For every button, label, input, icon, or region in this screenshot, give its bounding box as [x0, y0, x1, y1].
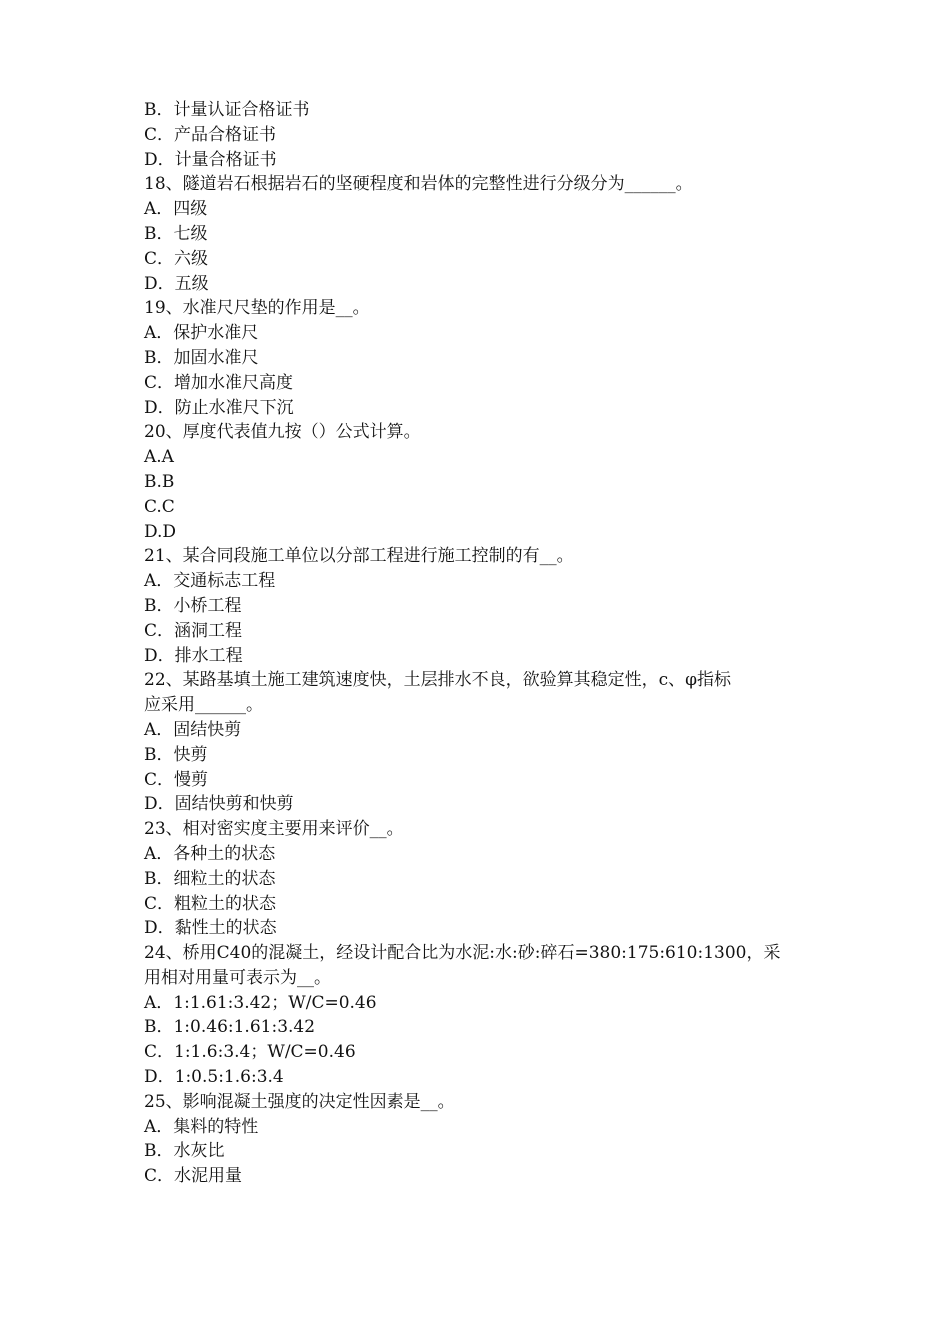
option-line: B.B — [144, 471, 175, 492]
option-line: B．1:0.46:1.61:3.42 — [144, 1017, 316, 1038]
option-line: B．细粒土的状态 — [144, 868, 276, 889]
option-line: B．水灰比 — [144, 1141, 225, 1162]
option-line: D．黏性土的状态 — [144, 918, 277, 939]
option-line: B．小桥工程 — [144, 595, 242, 616]
option-line: C．1:1.6:3.4；W/C=0.46 — [144, 1042, 356, 1063]
option-line: B．计量认证合格证书 — [144, 100, 310, 120]
option-line: A．固结快剪 — [144, 719, 242, 740]
option-line: C．慢剪 — [144, 769, 209, 790]
option-line: C．产品合格证书 — [144, 124, 277, 145]
option-line: A．集料的特性 — [144, 1116, 259, 1137]
question-line: 23、相对密实度主要用来评价__。 — [144, 819, 404, 840]
option-line: D．防止水准尺下沉 — [144, 397, 294, 418]
document-body — [144, 98, 814, 1189]
option-line: D．排水工程 — [144, 645, 243, 666]
option-line: A．四级 — [144, 199, 208, 220]
option-line: D．五级 — [144, 273, 209, 294]
option-line: C．涵洞工程 — [144, 620, 243, 641]
question-line: 24、桥用C40的混凝土，经设计配合比为水泥:水:砂:碎石=380:175:610:1300，采 — [144, 943, 781, 964]
option-line: D.D — [144, 521, 177, 542]
option-line: C．增加水准尺高度 — [144, 372, 294, 393]
question-line: 18、隧道岩石根据岩石的坚硬程度和岩体的完整性进行分级分为______。 — [144, 174, 693, 195]
option-line: A．交通标志工程 — [144, 571, 276, 592]
question-line-continued: 用相对用量可表示为__。 — [144, 967, 331, 988]
question-line-continued: 应采用______。 — [144, 695, 263, 716]
option-line: D．1:0.5:1.6:3.4 — [144, 1067, 284, 1088]
option-line: A．各种土的状态 — [144, 843, 276, 864]
question-line: 22、某路基填土施工建筑速度快，土层排水不良，欲验算其稳定性，c、φ指标 — [144, 670, 732, 691]
question-line: 20、厚度代表值九按（）公式计算。 — [144, 422, 421, 443]
question-line: 21、某合同段施工单位以分部工程进行施工控制的有__。 — [144, 546, 574, 567]
option-line: B．加固水准尺 — [144, 347, 259, 368]
option-line: B．快剪 — [144, 744, 208, 765]
option-line: D．固结快剪和快剪 — [144, 794, 294, 815]
option-line: C．六级 — [144, 248, 209, 269]
option-line: A.A — [144, 447, 174, 468]
option-line: C．粗粒土的状态 — [144, 893, 277, 914]
option-line: C．水泥用量 — [144, 1166, 243, 1187]
option-line: A．保护水准尺 — [144, 323, 259, 344]
question-line: 25、影响混凝土强度的决定性因素是__。 — [144, 1091, 455, 1112]
option-line: B．七级 — [144, 223, 208, 244]
option-line: D．计量合格证书 — [144, 149, 277, 170]
option-line: A．1:1.61:3.42；W/C=0.46 — [144, 992, 377, 1013]
option-line: C.C — [144, 496, 175, 517]
question-line: 19、水准尺尺垫的作用是__。 — [144, 298, 370, 319]
